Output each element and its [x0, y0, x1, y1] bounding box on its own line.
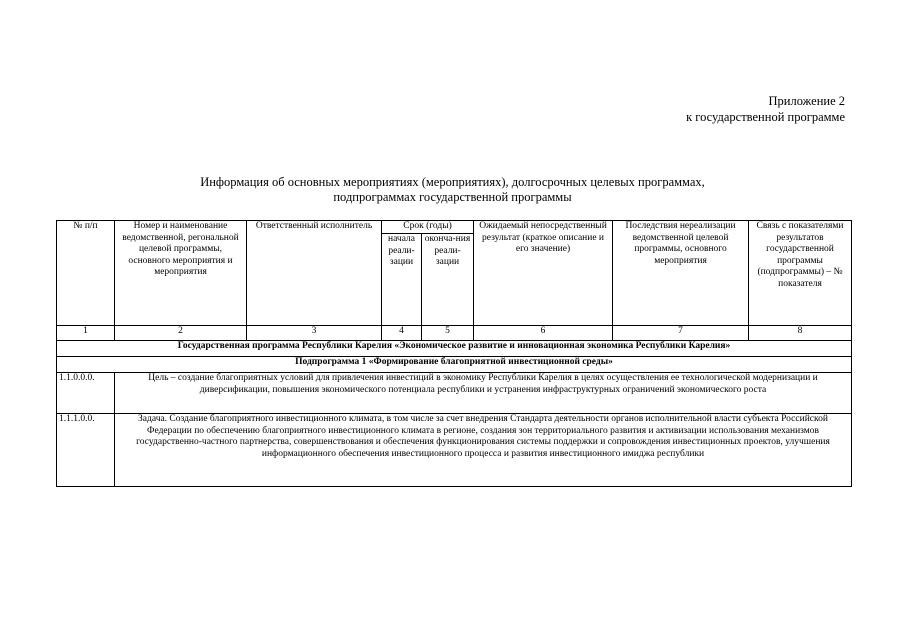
- header-col-term: Срок (годы): [382, 221, 474, 234]
- column-number: 5: [422, 326, 474, 341]
- document-title: [0, 175, 905, 205]
- document-title-line-2: подпрограммах государственной программы: [333, 190, 572, 204]
- header-col-term-end: оконча-ния реали-зации: [422, 234, 474, 326]
- program-title: Государственная программа Республики Карелия «Экономическое развитие и инновационная экономика Республики Карелия»: [57, 341, 852, 357]
- appendix-label: [686, 93, 845, 125]
- column-number: 1: [57, 326, 115, 341]
- appendix-line-2: к государственной программе: [686, 110, 845, 124]
- table-row: [57, 373, 852, 414]
- column-numbers-row: [57, 326, 852, 341]
- row-text: Цель – создание благоприятных условий для привлечения инвестиций в экономику Республики Карелия в целях осуществления ее технологической модернизации и диверсификации, повышения экономического потенциала республики и устранения инфраструктурных ограничений экономического роста: [115, 373, 852, 414]
- program-row: [57, 341, 852, 357]
- header-col-number: № п/п: [57, 221, 115, 326]
- header-col-term-start: начала реали-зации: [382, 234, 422, 326]
- row-code: 1.1.0.0.0.: [57, 373, 115, 414]
- column-number: 6: [474, 326, 613, 341]
- subprogram-row: [57, 357, 852, 373]
- header-col-consequences: Последствия нереализации ведомственной целевой программы, основного мероприятия: [613, 221, 749, 326]
- column-number: 4: [382, 326, 422, 341]
- header-col-executor: Ответственный исполнитель: [247, 221, 382, 326]
- column-number: 7: [613, 326, 749, 341]
- column-number: 3: [247, 326, 382, 341]
- column-number: 8: [749, 326, 852, 341]
- column-number: 2: [115, 326, 247, 341]
- subprogram-title: Подпрограмма 1 «Формирование благоприятной инвестиционной среды»: [57, 357, 852, 373]
- table-row: [57, 414, 852, 487]
- row-text: Задача. Создание благоприятного инвестиционного климата, в том числе за счет внедрения Стандарта деятельности органов исполнительной власти субъекта Российской Федерации по обеспечению благоприятного инвестиционного климата в регионе, создания зон территориального развития и активизации использования механизмов государственно-частного партнерства, совершенствования и обеспечения функционирования системы поддержки и сопровождения инвестиционных проектов, улучшения информационного обеспечения инвестиционного процесса и развития инвестиционного имиджа республики: [115, 414, 852, 487]
- appendix-line-1: Приложение 2: [768, 94, 845, 108]
- row-code: 1.1.1.0.0.: [57, 414, 115, 487]
- header-col-indicators: Связь с показателями результатов государственной программы (подпрограммы) – № показателя: [749, 221, 852, 326]
- document-title-line-1: Информация об основных мероприятиях (мероприятиях), долгосрочных целевых программах,: [200, 175, 705, 189]
- measures-table: [56, 220, 852, 487]
- table-header-row: [57, 221, 852, 234]
- header-col-name: Номер и наименование ведомственной, регональной целевой программы, основного мероприятия и мероприятия: [115, 221, 247, 326]
- header-col-result: Ожидаемый непосредственный результат (краткое описание и его значение): [474, 221, 613, 326]
